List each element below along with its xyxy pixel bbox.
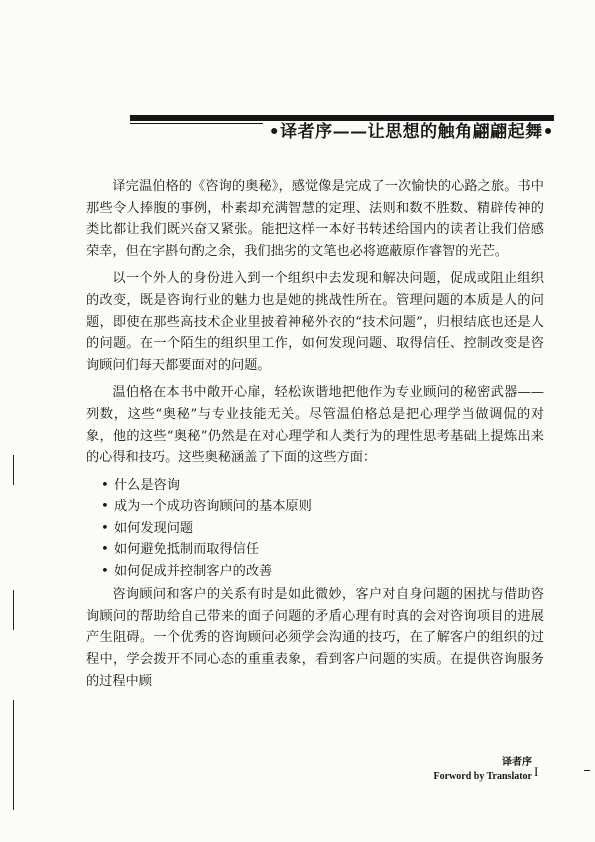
paragraph-2: 以一个外人的身份进入到一个组织中去发现和解决问题，促成或阻止组织的改变，既是咨询行业的魅力也是她的挑战性所在。管理问题的本质是人的问题，即使在那些高技术企业里披着神秘外衣的“技术问题”，归根结底也还是人的问题。在一个陌生的组织里工作，如何发现问题、取得信任、控制改变是咨询顾问们每天都要面对的问题。 bbox=[86, 271, 544, 373]
list-item-text: 如何发现问题 bbox=[114, 520, 194, 536]
scan-margin-mark bbox=[13, 700, 14, 810]
paragraph-1: 译完温伯格的《咨询的奥秘》，感觉像是完成了一次愉快的心路之旅。书中那些令人捧腹的事例，朴素却充满智慧的定理、法则和数不胜数、精辟传神的类比都让我们既兴奋又紧张。能把这样一本好书转述给国内的读者让我们倍感荣幸，但在字斟句酌之余，我们拙劣的文笔也必将遮蔽原作睿智的光芒。 bbox=[86, 179, 544, 259]
body-text bbox=[86, 176, 544, 698]
list-item bbox=[86, 496, 544, 518]
list-item bbox=[86, 475, 544, 497]
bullet-icon: • bbox=[101, 499, 109, 515]
scan-margin-mark bbox=[13, 455, 14, 485]
bullet-list bbox=[86, 475, 544, 583]
list-item-text: 如何促成并控制客户的改善 bbox=[114, 563, 273, 579]
scan-margin-mark bbox=[13, 590, 14, 630]
running-footer bbox=[433, 756, 532, 784]
list-item-text: 如何避免抵制而取得信任 bbox=[114, 542, 260, 558]
footer-chinese-title: 译者序 bbox=[502, 757, 532, 768]
paragraph-4: 咨询顾问和客户的关系有时是如此微妙，客户对自身问题的困扰与借助咨询顾问的帮助给自己带来的面子问题的矛盾心理有时真的会对咨询项目的进展产生阻碍。一个优秀的咨询顾问必须学会沟通的技巧，在了解客户的组织的过程中，学会拨开不同心态的重重表象，看到客户问题的实质。在提供咨询服务的过程中顾 bbox=[86, 587, 544, 689]
paragraph-3: 温伯格在本书中敞开心扉，轻松诙谐地把他作为专业顾问的秘密武器——列数，这些“奥秘”与专业技能无关。尽管温伯格总是把心理学当做调侃的对象，他的这些“奥秘”仍然是在对心理学和人类行为的理性思考基础上提炼出来的心得和技巧。这些奥秘涵盖了下面的这些方面： bbox=[86, 385, 544, 466]
page-number: I bbox=[534, 764, 539, 779]
scan-margin-mark bbox=[584, 770, 590, 771]
bullet-icon: • bbox=[101, 542, 109, 558]
footer-english-title: Forword by Translator bbox=[433, 771, 532, 782]
bullet-icon: • bbox=[101, 520, 109, 536]
bullet-icon: • bbox=[101, 477, 109, 493]
list-item-text: 成为一个成功咨询顾问的基本原则 bbox=[114, 499, 312, 515]
page-title bbox=[130, 118, 554, 146]
list-item bbox=[86, 539, 544, 561]
list-item-text: 什么是咨询 bbox=[114, 477, 180, 493]
list-item bbox=[86, 518, 544, 540]
page-title-text: •译者序——让思想的触角翩翩起舞• bbox=[263, 122, 554, 142]
bullet-icon: • bbox=[101, 563, 109, 579]
list-item bbox=[86, 561, 544, 583]
